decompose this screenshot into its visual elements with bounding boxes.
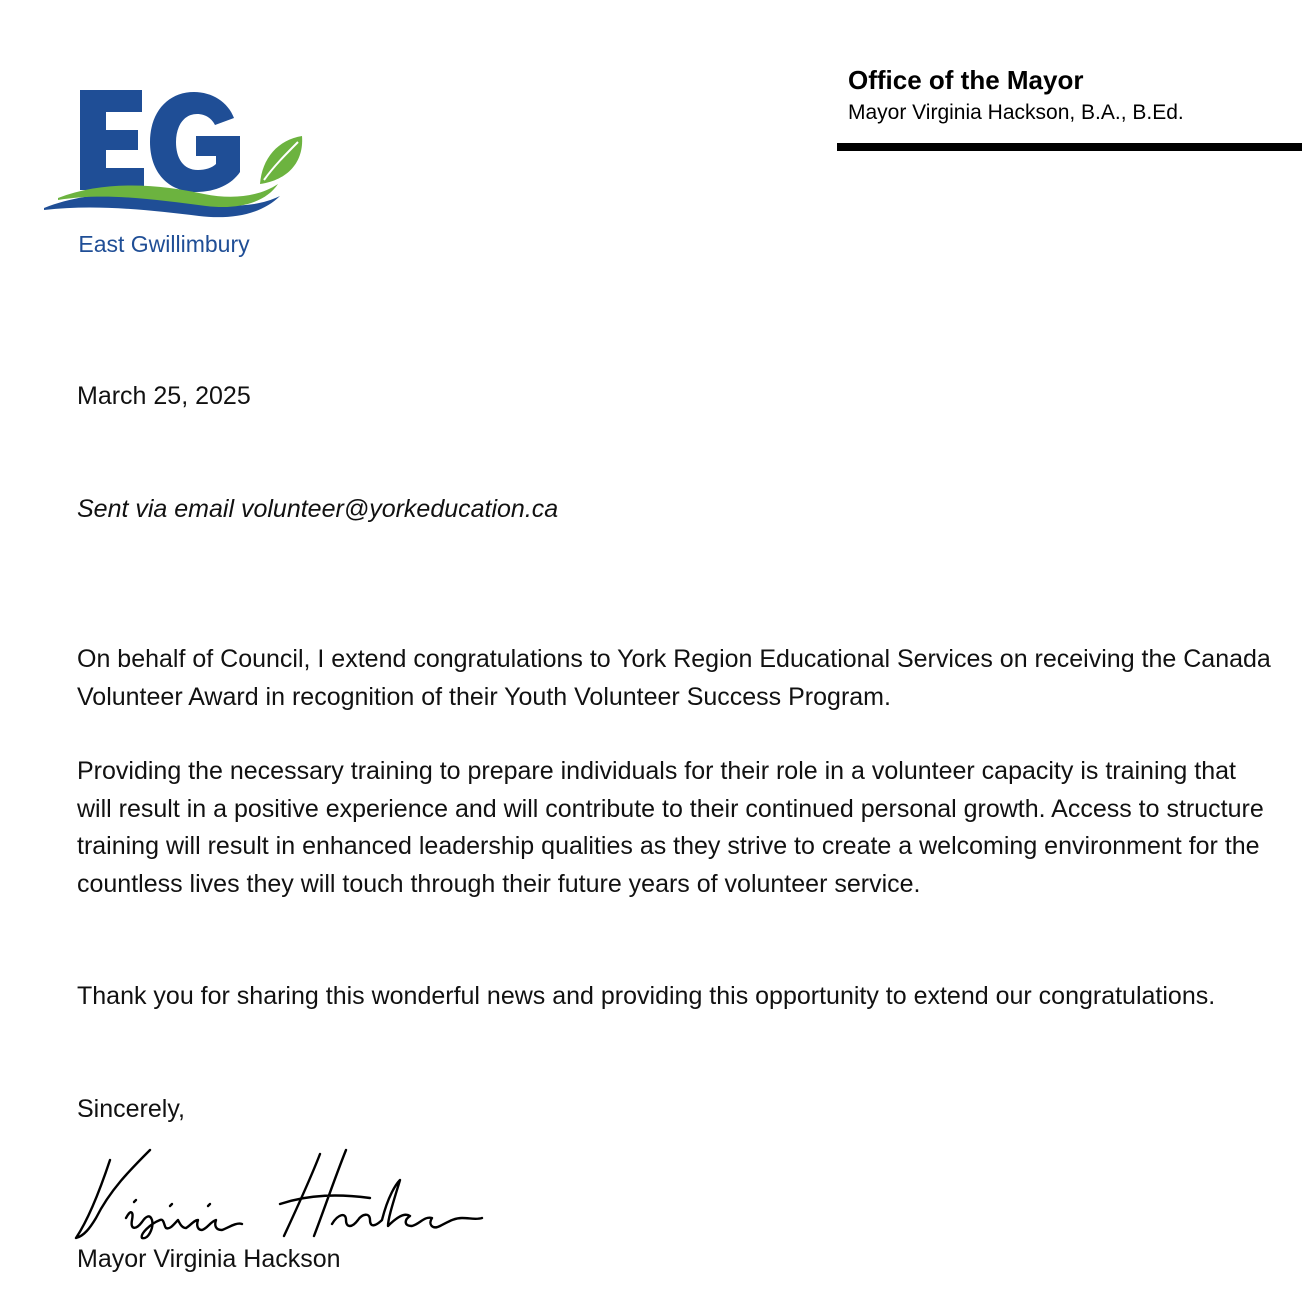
letter-date: March 25, 2025 bbox=[77, 382, 251, 410]
closing: Sincerely, bbox=[77, 1095, 185, 1123]
body-paragraph: Providing the necessary training to prepare individuals for their role in a volunteer capacity is training that will result in a positive experience and will contribute to their continued personal growth. Access to structure training will result in enhanced leadership qualities as they strive to create a welcoming environment for the countless lives they will touch through their future years of volunteer service. bbox=[77, 757, 1264, 898]
logo-caption: East Gwillimbury bbox=[78, 231, 250, 257]
handwritten-signature bbox=[70, 1140, 490, 1250]
body-paragraph: Thank you for sharing this wonderful news and providing this opportunity to extend our congratulations. bbox=[77, 982, 1216, 1010]
header-rule bbox=[837, 143, 1302, 151]
sent-via-line: Sent via email volunteer@yorkeducation.ca bbox=[77, 495, 559, 523]
office-title: Office of the Mayor bbox=[848, 65, 1084, 95]
east-gwillimbury-logo bbox=[34, 80, 314, 270]
signer-name: Mayor Virginia Hackson bbox=[77, 1245, 341, 1273]
office-header bbox=[848, 62, 1184, 128]
body-paragraph: On behalf of Council, I extend congratulations to York Region Educational Services on receiving the Canada Volunteer Award in recognition of their Youth Volunteer Success Program. bbox=[77, 645, 1271, 711]
office-subtitle: Mayor Virginia Hackson, B.A., B.Ed. bbox=[848, 101, 1184, 124]
